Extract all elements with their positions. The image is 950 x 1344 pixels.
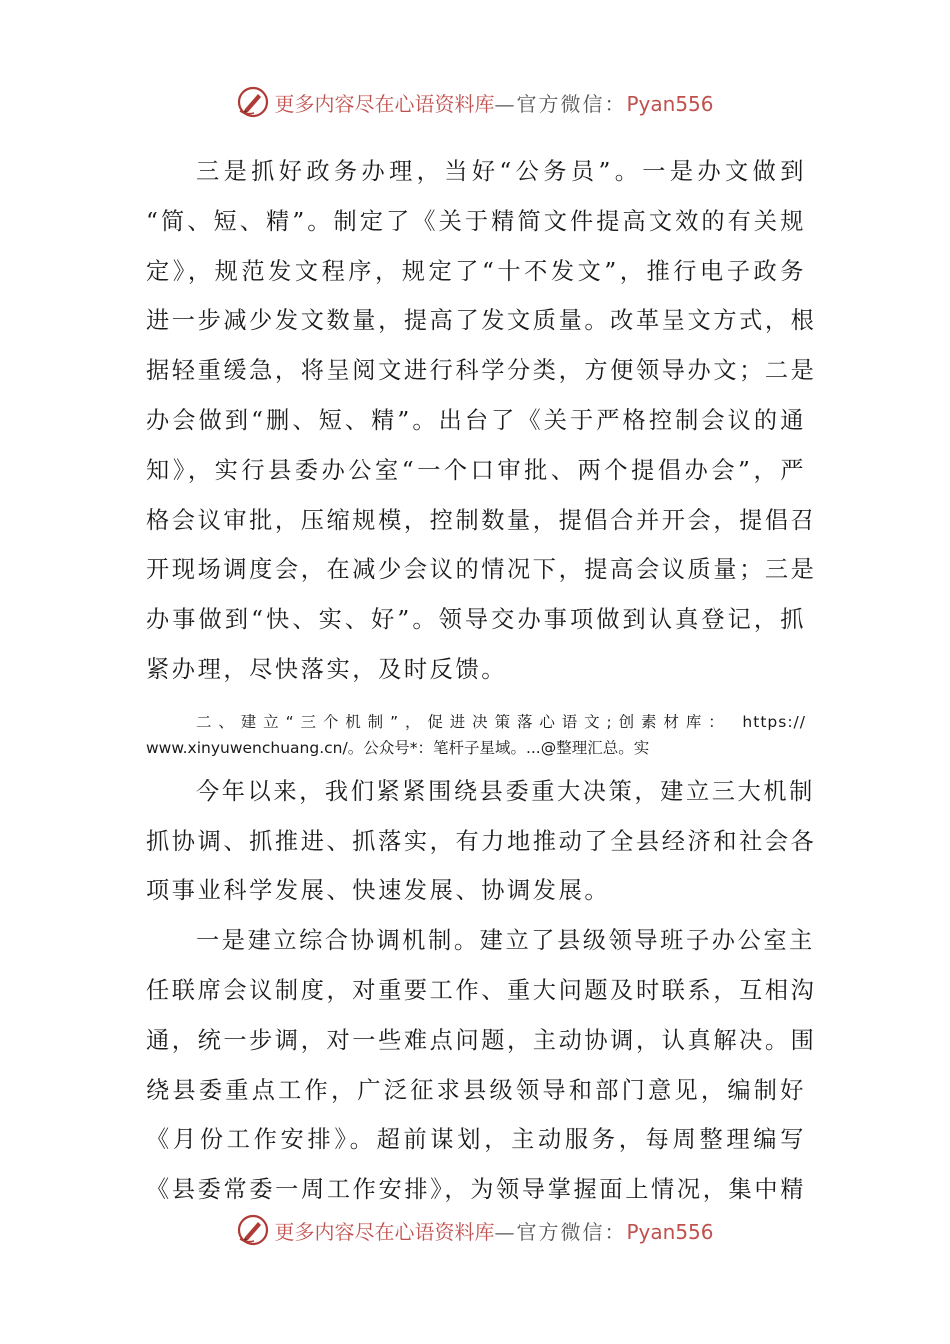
text-line: 办会做到“删、短、精”。出台了《关于严格控制会议的通 <box>146 406 806 434</box>
text-line: 《月份工作安排》。超前谋划，主动服务，每周整理编写 <box>146 1126 806 1154</box>
section-heading-line: 二、建立“三个机制”，促进决策落心语文;创素材库： https:// <box>196 712 806 731</box>
text-line: 格会议审批，压缩规模，控制数量，提倡合并开会，提倡召 <box>146 506 817 534</box>
text-line: 《县委常委一周工作安排》，为领导掌握面上情况，集中精 <box>146 1176 806 1204</box>
pen-logo-icon <box>236 85 270 119</box>
text-line: “简、短、精”。制定了《关于精简文件提高文效的有关规 <box>146 207 806 235</box>
text-line: 通，统一步调，对一些难点问题，主动协调，认真解决。围 <box>146 1026 817 1054</box>
pen-logo-icon <box>236 1213 270 1247</box>
watermark-wechat-id: Pyan556 <box>626 91 714 116</box>
watermark-wechat-id: Pyan556 <box>626 1219 714 1244</box>
text-line: 定》，规范发文程序，规定了“十不发文”，推行电子政务 <box>146 257 806 285</box>
watermark-wechat-label: 官方微信： <box>516 91 627 116</box>
text-line: 今年以来，我们紧紧围绕县委重大决策，建立三大机制 <box>196 777 815 805</box>
text-line: 项事业科学发展、快速发展、协调发展。 <box>146 877 611 905</box>
text-line: 绕县委重点工作，广泛征求县级领导和部门意见，编制好 <box>146 1076 806 1104</box>
text-line: 据轻重缓急，将呈阅文进行科学分类，方便领导办文；二是 <box>146 357 817 385</box>
watermark-site-name: 更多内容尽在心语资料库 <box>274 91 495 116</box>
text-line: 进一步减少发文数量，提高了发文质量。改革呈文方式，根 <box>146 307 817 335</box>
text-line: 任联席会议制度，对重要工作、重大问题及时联系，互相沟 <box>146 976 817 1004</box>
text-line: 开现场调度会，在减少会议的情况下，提高会议质量；三是 <box>146 556 817 584</box>
paragraph-government-affairs <box>146 147 817 695</box>
text-line: 办事做到“快、实、好”。领导交办事项做到认真登记，抓 <box>146 606 806 634</box>
text-line: 知》，实行县委办公室“一个口审批、两个提倡办会”，严 <box>146 456 806 484</box>
watermark-wechat-label: 官方微信： <box>516 1219 627 1244</box>
text-line: 三是抓好政务办理，当好“公务员”。一是办文做到 <box>196 158 806 185</box>
watermark-text <box>274 88 713 117</box>
header-watermark <box>0 82 950 122</box>
paragraph-three-mechanisms-intro <box>146 767 817 916</box>
paragraph-coordination-mechanism <box>146 916 817 1215</box>
section-heading-line: www.xinyuwenchuang.cn/。公众号*：笔杆子星域。...@整理汇总。实 <box>146 738 650 757</box>
watermark-dash: — <box>494 91 517 116</box>
text-line: 紧办理，尽快落实，及时反馈。 <box>146 655 508 683</box>
footer-watermark <box>0 1210 950 1250</box>
watermark-dash: — <box>494 1219 517 1244</box>
text-line: 抓协调、抓推进、抓落实，有力地推动了全县经济和社会各 <box>146 827 817 855</box>
watermark-site-name: 更多内容尽在心语资料库 <box>274 1219 495 1244</box>
watermark-text <box>274 1216 713 1245</box>
document-body <box>146 147 817 1215</box>
section-heading <box>146 709 806 761</box>
text-line: 一是建立综合协调机制。建立了县级领导班子办公室主 <box>196 927 815 955</box>
